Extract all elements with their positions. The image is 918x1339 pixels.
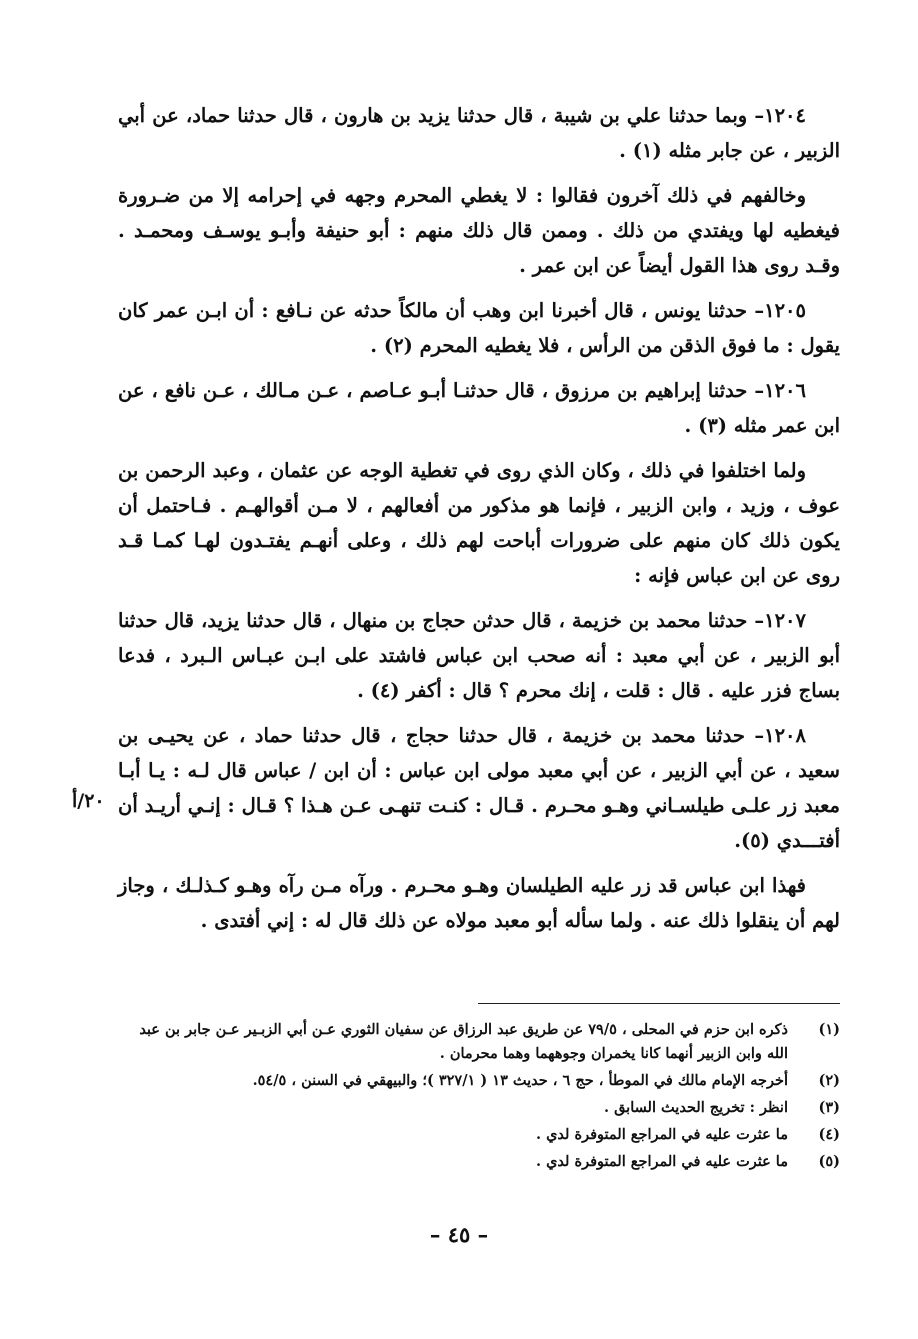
footnote-number: (١): [818, 1021, 840, 1038]
footnote-4: [118, 1123, 840, 1147]
paragraph-opposing-view: وخالفهم في ذلك آخرون فقالوا : لا يغطي المحرم وجهه في إحرامه إلا من ضـرورة فيغطيه لها ويفتدي من ذلك . وممن قال ذلك منهم : أبو حنيفة وأبـو يوسـف ومحمـد . وقـد روى هذا القول أيضاً عن ابن عمر .: [118, 184, 840, 277]
paragraph-1204: ١٢٠٤– وبما حدثنا علي بن شيبة ، قال حدثنا يزيد بن هارون ، قال حدثنا حماد، عن أبي الزبير ، عن جابر مثله (١) .: [118, 104, 840, 162]
margin-folio-note: ٢٠/أ: [72, 790, 105, 812]
paragraph-conclusion: فهذا ابن عباس قد زر عليه الطيلسان وهـو محـرم . ورآه مـن رآه وهـو كـذلـك ، وجاز لهم أن ينقلوا ذلك عنه . ولما سأله أبو معبد مولاه عن ذلك قال له : إني أفتدى .: [118, 874, 840, 932]
footnote-number: (٤): [818, 1126, 840, 1143]
footnote-divider: [478, 1003, 840, 1004]
footnote-number: (٥): [818, 1153, 840, 1170]
footnote-number: (٢): [818, 1072, 840, 1089]
paragraph-1207: ١٢٠٧– حدثنا محمد بن خزيمة ، قال حدثن حجاج بن منهال ، قال حدثنا يزيد، قال حدثنا أبو الزبير ، عن أبي معبد : أنه صحب ابن عباس فاشتد على ابـن عبـاس الـبرد ، فدعا بساج فزر عليه . قال : قلت ، إنك محرم ؟ قال : أكفر (٤) .: [118, 609, 840, 702]
footnote-5: [118, 1150, 840, 1174]
page-number: – ٤٥ –: [429, 1222, 489, 1247]
footnote-3: [118, 1096, 840, 1120]
footnotes: [118, 1018, 840, 1177]
footnote-number: (٣): [818, 1099, 840, 1116]
paragraph-1205: ١٢٠٥– حدثنا يونس ، قال أخبرنا ابن وهب أن مالكاً حدثه عن نـافع : أن ابـن عمر كان يقول : ما فوق الذقن من الرأس ، فلا يغطيه المحرم (٢) .: [118, 299, 840, 357]
footnote-1: [118, 1018, 840, 1066]
footnote-text: ما عثرت عليه في المراجع المتوفرة لدي .: [535, 1126, 788, 1143]
paragraph-discussion: ولما اختلفوا في ذلك ، وكان الذي روى في تغطية الوجه عن عثمان ، وعبد الرحمن بن عوف ، وزيد ، وابن الزبير ، فإنما هو مذكور من أفعالهم ، لا مـن أقوالهـم . فـاحتمل أن يكون ذلك كان منهم على ضرورات أباحت لهم ذلك ، وعلى أنهـم يفتـدون لهـا كمـا قـد روى عن ابن عباس فإنه :: [118, 459, 840, 587]
paragraph-1208: ١٢٠٨– حدثنا محمد بن خزيمة ، قال حدثنا حجاج ، قال حدثنا حماد ، عن يحيـى بن سعيد ، عن أبي الزبير ، عن أبي معبد مولى ابن عباس : أن ابن / عباس قال لـه : يـا أبـا معبد زر علـى طيلسـاني وهـو محـرم . قـال : كنـت تنهـى عـن هـذا ؟ قـال : إنـي أريـد أن أفتـــدي (٥).: [118, 724, 840, 852]
footnote-text: أخرجه الإمام مالك في الموطأ ، حج ٦ ، حديث ١٣ ( ٣٢٧/١ )؛ والبيهقي في السنن ، ٥٤/٥.: [252, 1072, 788, 1089]
footnote-text: انظر : تخريج الحديث السابق .: [603, 1099, 788, 1116]
footnote-text: ذكره ابن حزم في المحلى ، ٧٩/٥ عن طريق عبد الرزاق عن سفيان الثوري عـن أبي الزبـير عـن جابر بن عبد الله وابن الزبير أنهما كانا يخمران وجوههما وهما محرمان .: [139, 1021, 788, 1062]
footnote-2: [118, 1069, 840, 1093]
main-text: [118, 98, 840, 948]
footnote-text: ما عثرت عليه في المراجع المتوفرة لدي .: [535, 1153, 788, 1170]
paragraph-1206: ١٢٠٦– حدثنا إبراهيم بن مرزوق ، قال حدثنـا أبـو عـاصم ، عـن مـالك ، عـن نافع ، عن ابن عمر مثله (٣) .: [118, 379, 840, 437]
